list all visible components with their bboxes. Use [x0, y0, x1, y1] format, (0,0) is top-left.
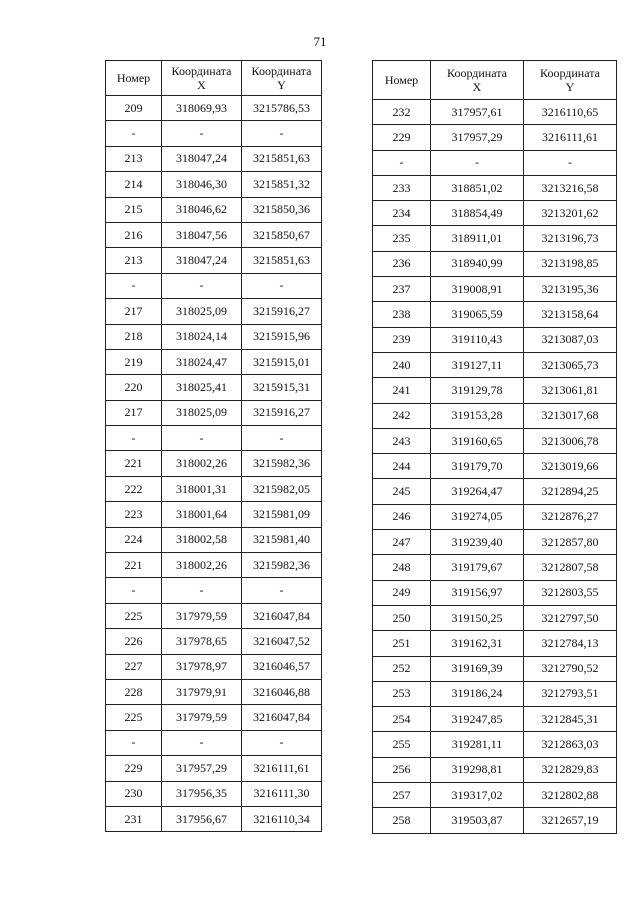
cell-point-number: 222 [106, 476, 162, 501]
cell-coordinate-y: 3215981,40 [242, 527, 322, 552]
cell-coordinate-x: 318002,26 [162, 553, 242, 578]
cell-coordinate-x: - [162, 426, 242, 451]
cell-point-number: 242 [373, 403, 431, 428]
cell-point-number: 229 [373, 125, 431, 150]
cell-coordinate-y: 3215851,32 [242, 172, 322, 197]
cell-point-number: 253 [373, 681, 431, 706]
cell-coordinate-y: 3216046,88 [242, 679, 322, 704]
cell-coordinate-y: - [242, 273, 322, 298]
table-row [373, 226, 617, 251]
cell-point-number: 215 [106, 197, 162, 222]
table-row [373, 681, 617, 706]
cell-coordinate-y: 3215786,53 [242, 96, 322, 121]
cell-coordinate-x: 319317,02 [431, 783, 524, 808]
cell-point-number: 249 [373, 580, 431, 605]
header-coordinate-y [524, 61, 617, 100]
cell-coordinate-x: 319008,91 [431, 277, 524, 302]
cell-coordinate-y: 3212857,80 [524, 530, 617, 555]
cell-point-number: 219 [106, 349, 162, 374]
cell-point-number: 226 [106, 629, 162, 654]
cell-coordinate-x: 319162,31 [431, 631, 524, 656]
cell-point-number: 217 [106, 299, 162, 324]
cell-coordinate-y: - [242, 121, 322, 146]
cell-coordinate-x: 319156,97 [431, 580, 524, 605]
cell-coordinate-x: 318911,01 [431, 226, 524, 251]
table-row [106, 806, 322, 831]
cell-coordinate-x: 318047,24 [162, 146, 242, 171]
cell-coordinate-y: 3215851,63 [242, 146, 322, 171]
header-coordinate-x [431, 61, 524, 100]
table-row [106, 451, 322, 476]
cell-point-number: 234 [373, 201, 431, 226]
cell-coordinate-x: 317957,61 [431, 100, 524, 125]
table-row [373, 555, 617, 580]
cell-coordinate-y: 3213006,78 [524, 428, 617, 453]
cell-coordinate-y: 3216110,34 [242, 806, 322, 831]
cell-coordinate-x: - [162, 730, 242, 755]
cell-point-number: 224 [106, 527, 162, 552]
cell-coordinate-y: 3215982,36 [242, 451, 322, 476]
cell-coordinate-y: 3212894,25 [524, 479, 617, 504]
header-y-axis: Y [277, 78, 286, 92]
cell-coordinate-y: 3215982,36 [242, 553, 322, 578]
cell-point-number: 217 [106, 400, 162, 425]
table-row [373, 454, 617, 479]
cell-point-number: - [106, 730, 162, 755]
table-row [106, 400, 322, 425]
cell-coordinate-x: 317978,65 [162, 629, 242, 654]
cell-coordinate-y: 3215850,36 [242, 197, 322, 222]
cell-coordinate-x: 319160,65 [431, 428, 524, 453]
cell-coordinate-x: 317979,59 [162, 603, 242, 628]
cell-coordinate-y: 3212790,52 [524, 656, 617, 681]
table-row [373, 125, 617, 150]
cell-coordinate-y: 3212793,51 [524, 681, 617, 706]
table-row [106, 730, 322, 755]
cell-point-number: 258 [373, 808, 431, 833]
table-header-row [106, 61, 322, 96]
table-row [373, 378, 617, 403]
table-row [373, 479, 617, 504]
cell-coordinate-y: - [242, 730, 322, 755]
cell-coordinate-y: 3212657,19 [524, 808, 617, 833]
table-row [106, 426, 322, 451]
cell-coordinate-y: - [242, 426, 322, 451]
cell-coordinate-x: 319065,59 [431, 302, 524, 327]
cell-point-number: 229 [106, 756, 162, 781]
cell-point-number: 221 [106, 451, 162, 476]
table-row [106, 679, 322, 704]
cell-coordinate-x: 318024,14 [162, 324, 242, 349]
cell-coordinate-x: 319274,05 [431, 504, 524, 529]
cell-point-number: - [106, 426, 162, 451]
cell-coordinate-x: 319150,25 [431, 605, 524, 630]
header-coordinate-y [242, 61, 322, 96]
table-row [373, 201, 617, 226]
cell-point-number: 209 [106, 96, 162, 121]
table-row [373, 580, 617, 605]
cell-coordinate-y: 3212863,03 [524, 732, 617, 757]
cell-coordinate-x: 319298,81 [431, 757, 524, 782]
cell-coordinate-y: 3215851,63 [242, 248, 322, 273]
cell-coordinate-x: 318025,09 [162, 299, 242, 324]
cell-coordinate-x: 318002,26 [162, 451, 242, 476]
cell-coordinate-x: - [162, 121, 242, 146]
table-row [106, 603, 322, 628]
table-row [373, 783, 617, 808]
cell-coordinate-x: 318047,56 [162, 222, 242, 247]
cell-point-number: 256 [373, 757, 431, 782]
header-number: Номер [373, 61, 431, 100]
cell-coordinate-x: 318854,49 [431, 201, 524, 226]
cell-point-number: 225 [106, 705, 162, 730]
cell-coordinate-y: 3215850,67 [242, 222, 322, 247]
cell-coordinate-y: 3213198,85 [524, 251, 617, 276]
cell-coordinate-y: 3213061,81 [524, 378, 617, 403]
cell-coordinate-x: 319110,43 [431, 327, 524, 352]
cell-coordinate-y: 3215915,96 [242, 324, 322, 349]
header-y-label: Координата [251, 64, 312, 78]
cell-coordinate-x: 319264,47 [431, 479, 524, 504]
cell-coordinate-x: 317979,91 [162, 679, 242, 704]
cell-coordinate-y: 3215981,09 [242, 502, 322, 527]
cell-coordinate-x: - [431, 150, 524, 175]
cell-coordinate-y: 3216047,52 [242, 629, 322, 654]
table-row [373, 175, 617, 200]
cell-point-number: 218 [106, 324, 162, 349]
table-row [373, 327, 617, 352]
cell-point-number: 243 [373, 428, 431, 453]
cell-coordinate-y: 3215916,27 [242, 400, 322, 425]
cell-coordinate-x: 319247,85 [431, 707, 524, 732]
table-row [106, 172, 322, 197]
cell-coordinate-y: 3213196,73 [524, 226, 617, 251]
table-row [106, 273, 322, 298]
cell-point-number: 214 [106, 172, 162, 197]
cell-point-number: 240 [373, 352, 431, 377]
cell-coordinate-x: 317956,35 [162, 781, 242, 806]
cell-coordinate-x: - [162, 578, 242, 603]
table-row [373, 251, 617, 276]
cell-coordinate-x: 318025,41 [162, 375, 242, 400]
cell-coordinate-x: 317978,97 [162, 654, 242, 679]
cell-coordinate-x: - [162, 273, 242, 298]
cell-coordinate-y: 3216111,30 [242, 781, 322, 806]
table-row [106, 248, 322, 273]
cell-point-number: 227 [106, 654, 162, 679]
cell-coordinate-y: 3216047,84 [242, 603, 322, 628]
cell-point-number: 254 [373, 707, 431, 732]
cell-point-number: 246 [373, 504, 431, 529]
cell-coordinate-y: 3216110,65 [524, 100, 617, 125]
cell-point-number: 257 [373, 783, 431, 808]
cell-coordinate-y: - [242, 578, 322, 603]
cell-point-number: 244 [373, 454, 431, 479]
table-row [373, 605, 617, 630]
cell-point-number: 241 [373, 378, 431, 403]
cell-point-number: 237 [373, 277, 431, 302]
cell-point-number: 228 [106, 679, 162, 704]
table-row [106, 553, 322, 578]
cell-coordinate-x: 318047,24 [162, 248, 242, 273]
table-row [106, 654, 322, 679]
cell-point-number: - [106, 578, 162, 603]
cell-point-number: 238 [373, 302, 431, 327]
cell-coordinate-y: 3213201,62 [524, 201, 617, 226]
cell-coordinate-y: 3213019,66 [524, 454, 617, 479]
cell-point-number: 223 [106, 502, 162, 527]
cell-coordinate-y: 3215915,01 [242, 349, 322, 374]
cell-coordinate-x: 319169,39 [431, 656, 524, 681]
table-row [106, 375, 322, 400]
table-row [373, 656, 617, 681]
cell-coordinate-y: 3212803,55 [524, 580, 617, 605]
table-row [106, 629, 322, 654]
cell-coordinate-y: 3212797,50 [524, 605, 617, 630]
table-row [373, 403, 617, 428]
cell-point-number: 250 [373, 605, 431, 630]
coordinates-table-left [105, 60, 322, 832]
cell-coordinate-y: 3213216,58 [524, 175, 617, 200]
cell-point-number: 236 [373, 251, 431, 276]
table-row [373, 504, 617, 529]
cell-coordinate-y: 3213065,73 [524, 352, 617, 377]
cell-point-number: 232 [373, 100, 431, 125]
header-x-label: Координата [447, 66, 507, 80]
cell-coordinate-x: 318851,02 [431, 175, 524, 200]
cell-coordinate-x: 319281,11 [431, 732, 524, 757]
cell-coordinate-y: 3216047,84 [242, 705, 322, 730]
table-row [106, 527, 322, 552]
cell-point-number: 245 [373, 479, 431, 504]
cell-coordinate-x: 318024,47 [162, 349, 242, 374]
cell-coordinate-x: 317979,59 [162, 705, 242, 730]
table-row [106, 476, 322, 501]
cell-coordinate-y: 3213158,64 [524, 302, 617, 327]
coordinates-table-right [372, 60, 617, 834]
cell-coordinate-y: 3212784,13 [524, 631, 617, 656]
table-row [373, 302, 617, 327]
header-coordinate-x [162, 61, 242, 96]
table-row [106, 781, 322, 806]
cell-point-number: 247 [373, 530, 431, 555]
table-row [373, 808, 617, 833]
table-header-row [373, 61, 617, 100]
cell-point-number: - [106, 273, 162, 298]
cell-coordinate-x: 319186,24 [431, 681, 524, 706]
cell-point-number: 255 [373, 732, 431, 757]
cell-point-number: 235 [373, 226, 431, 251]
table-row [373, 352, 617, 377]
cell-coordinate-y: 3212845,31 [524, 707, 617, 732]
cell-coordinate-x: 319129,78 [431, 378, 524, 403]
cell-coordinate-y: 3216111,61 [242, 756, 322, 781]
cell-coordinate-x: 317956,67 [162, 806, 242, 831]
table-row [106, 756, 322, 781]
cell-coordinate-x: 318046,62 [162, 197, 242, 222]
cell-coordinate-x: 318001,64 [162, 502, 242, 527]
table-row [106, 121, 322, 146]
cell-point-number: 231 [106, 806, 162, 831]
cell-coordinate-x: 319127,11 [431, 352, 524, 377]
cell-coordinate-y: - [524, 150, 617, 175]
cell-coordinate-x: 318046,30 [162, 172, 242, 197]
cell-point-number: 220 [106, 375, 162, 400]
cell-point-number: 248 [373, 555, 431, 580]
header-y-axis: Y [565, 80, 575, 94]
table-row [106, 324, 322, 349]
table-row [106, 222, 322, 247]
cell-coordinate-x: 319153,28 [431, 403, 524, 428]
table-row [106, 349, 322, 374]
cell-coordinate-x: 318069,93 [162, 96, 242, 121]
cell-coordinate-y: 3216046,57 [242, 654, 322, 679]
cell-coordinate-x: 318025,09 [162, 400, 242, 425]
cell-coordinate-y: 3212829,83 [524, 757, 617, 782]
cell-point-number: - [106, 121, 162, 146]
cell-coordinate-x: 319179,70 [431, 454, 524, 479]
table-row [106, 705, 322, 730]
header-y-label: Координата [540, 66, 600, 80]
cell-point-number: 221 [106, 553, 162, 578]
cell-point-number: 230 [106, 781, 162, 806]
cell-coordinate-x: 319503,87 [431, 808, 524, 833]
cell-coordinate-x: 319179,67 [431, 555, 524, 580]
cell-point-number: 213 [106, 248, 162, 273]
table-row [373, 428, 617, 453]
cell-point-number: 213 [106, 146, 162, 171]
cell-coordinate-y: 3213087,03 [524, 327, 617, 352]
table-row [106, 502, 322, 527]
cell-coordinate-x: 317957,29 [162, 756, 242, 781]
cell-coordinate-x: 318002,58 [162, 527, 242, 552]
table-row [373, 732, 617, 757]
cell-point-number: 252 [373, 656, 431, 681]
header-x-label: Координата [171, 64, 232, 78]
table-row [106, 578, 322, 603]
page-number: 71 [313, 34, 327, 49]
table-row [106, 299, 322, 324]
table-row [373, 631, 617, 656]
table-row [373, 530, 617, 555]
table-row [373, 150, 617, 175]
cell-coordinate-y: 3212802,88 [524, 783, 617, 808]
header-x-axis: X [197, 78, 206, 92]
table-row [106, 146, 322, 171]
cell-point-number: 225 [106, 603, 162, 628]
header-x-axis: X [472, 80, 482, 94]
table-row [373, 100, 617, 125]
cell-coordinate-x: 317957,29 [431, 125, 524, 150]
cell-point-number: 251 [373, 631, 431, 656]
cell-coordinate-x: 319239,40 [431, 530, 524, 555]
cell-coordinate-y: 3212807,58 [524, 555, 617, 580]
table-row [106, 96, 322, 121]
header-number: Номер [106, 61, 162, 96]
cell-coordinate-y: 3213195,36 [524, 277, 617, 302]
table-row [373, 707, 617, 732]
cell-point-number: - [373, 150, 431, 175]
table-row [106, 197, 322, 222]
cell-coordinate-y: 3215915,31 [242, 375, 322, 400]
table-row [373, 757, 617, 782]
cell-point-number: 216 [106, 222, 162, 247]
table-row [373, 277, 617, 302]
cell-coordinate-y: 3215916,27 [242, 299, 322, 324]
cell-point-number: 233 [373, 175, 431, 200]
cell-coordinate-y: 3212876,27 [524, 504, 617, 529]
cell-coordinate-y: 3216111,61 [524, 125, 617, 150]
cell-point-number: 239 [373, 327, 431, 352]
cell-coordinate-x: 318001,31 [162, 476, 242, 501]
cell-coordinate-x: 318940,99 [431, 251, 524, 276]
cell-coordinate-y: 3215982,05 [242, 476, 322, 501]
cell-coordinate-y: 3213017,68 [524, 403, 617, 428]
